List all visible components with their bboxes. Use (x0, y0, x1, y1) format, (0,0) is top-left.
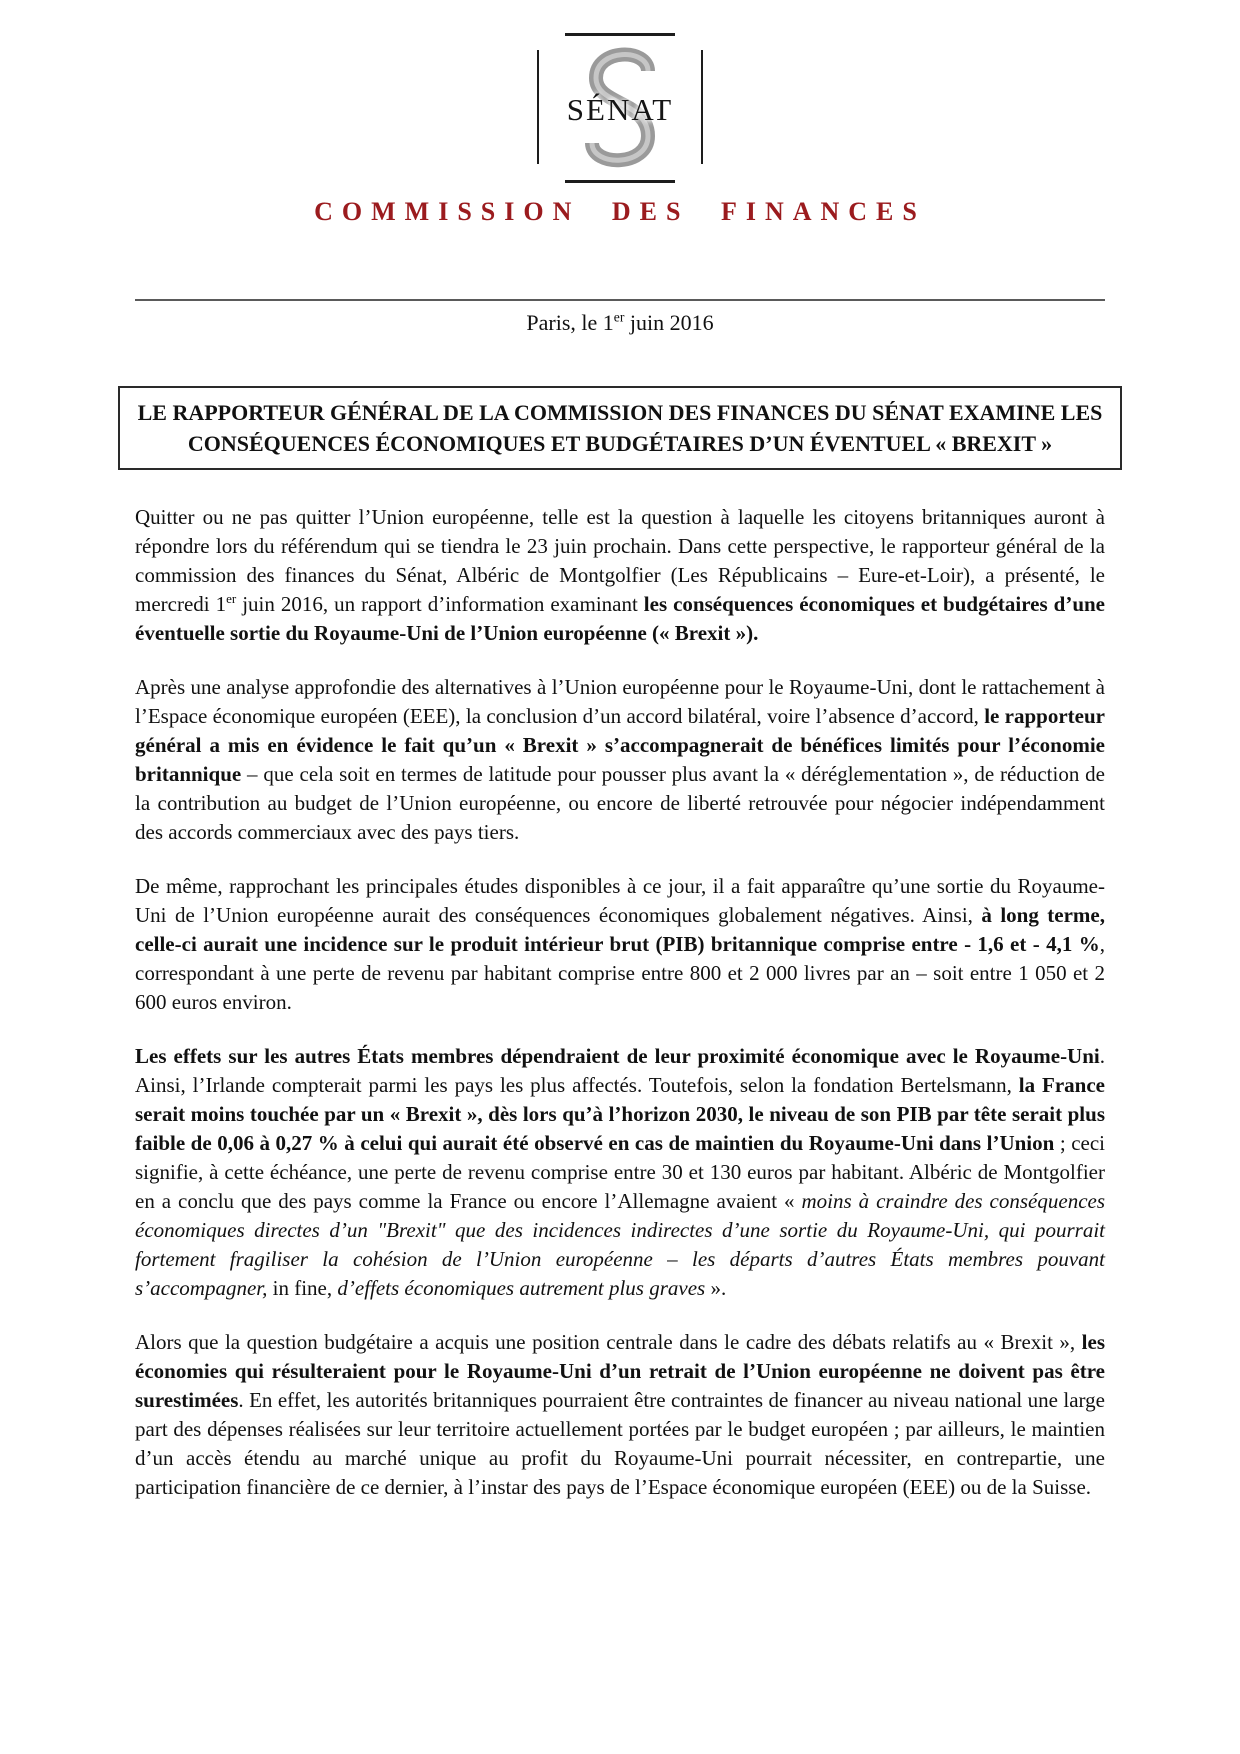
headline-line1: LE RAPPORTEUR GÉNÉRAL DE LA COMMISSION DES FINANCES DU SÉNAT EXAMINE LES (137, 400, 1103, 425)
text-run: Les effets sur les autres États membres dépendraient de leur proximité économique avec le Royaume-Uni (135, 1044, 1100, 1068)
logo-right-line (701, 50, 703, 164)
text-run: Alors que la question budgétaire a acquis une position centrale dans le cadre des débats relatifs au « Brexit », (135, 1330, 1082, 1354)
dateline-superscript: er (613, 309, 625, 325)
text-run: d’effets économiques autrement plus graves (337, 1276, 706, 1300)
text-run: , correspondant à une perte de revenu par habitant comprise entre 800 et 2 000 livres par an – soit entre 1 050 et 2 600 euros environ. (135, 932, 1105, 1014)
senat-wordmark: SÉNAT (566, 92, 674, 127)
text-run: le rapporteur général a mis en évidence le fait qu’un « Brexit » s’accompagnerait de bénéfices limités pour l’économie britannique (135, 704, 1105, 786)
logo-left-line (537, 50, 539, 164)
body-text (135, 503, 1105, 1502)
paragraph-2 (135, 673, 1105, 847)
paragraph-5 (135, 1328, 1105, 1502)
logo-emblem (545, 36, 695, 180)
text-run: . Ainsi, l’Irlande compterait parmi les pays les plus affectés. Toutefois, selon la fondation Bertelsmann, (135, 1044, 1105, 1097)
dateline-prefix: Paris, le 1 (526, 310, 614, 335)
text-run: – que cela soit en termes de latitude pour pousser plus avant la « déréglementation », de réduction de la contribution au budget de l’Union européenne, ou encore de liberté retrouvée pour négocier indépendamment des accords commerciaux avec des pays tiers. (135, 762, 1105, 844)
text-run: ; ceci signifie, à cette échéance, une perte de revenu comprise entre 30 et 130 euros par habitant. Albéric de Montgolfier en a conclu que des pays comme la France ou encore l’Allemagne avaient « (135, 1131, 1105, 1213)
text-run: moins à craindre des conséquences économiques directes d’un "Brexit" que des incidences indirectes d’une sortie du Royaume-Uni, qui pourrait fortement fragiliser la cohésion de l’Union européenne – les départs d’autres États membres pouvant s’accompagner, (135, 1189, 1106, 1300)
text-run: les économies qui résulteraient pour le Royaume-Uni d’un retrait de l’Union européenne ne doivent pas être surestimées (135, 1330, 1105, 1412)
text-run: la France serait moins touchée par un « Brexit », dès lors qu’à l’horizon 2030, le niveau de son PIB par tête serait plus faible de 0,06 à 0,27 % à celui qui aurait été observé en cas de maintien du Royaume-Uni dans l’Union (135, 1073, 1105, 1155)
paragraph-1 (135, 503, 1105, 648)
senat-logo (545, 33, 695, 183)
org-title: COMMISSION DES FINANCES (314, 197, 926, 226)
text-run: er (226, 591, 237, 606)
text-run: De même, rapprochant les principales études disponibles à ce jour, il a fait apparaître qu’une sortie du Royaume-Uni de l’Union européenne aurait des conséquences économiques globalement négatives. Ainsi, (135, 874, 1105, 927)
dateline-suffix: juin 2016 (624, 310, 714, 335)
headline-line2: CONSÉQUENCES ÉCONOMIQUES ET BUDGÉTAIRES D’UN ÉVENTUEL « BREXIT » (187, 431, 1053, 456)
divider-line (135, 299, 1105, 301)
text-run: à long terme, celle-ci aurait une incidence sur le produit intérieur brut (PIB) britannique comprise entre - 1,6 et - 4,1 % (135, 903, 1105, 956)
dateline (0, 310, 1240, 336)
text-run: in fine, (267, 1276, 338, 1300)
text-run: ». (705, 1276, 727, 1300)
text-run: les conséquences économiques et budgétaires d’une éventuelle sortie du Royaume-Uni de l’Union européenne (« Brexit »). (135, 592, 1105, 645)
logo-bottom-bar (565, 180, 675, 183)
paragraph-3 (135, 872, 1105, 1017)
paragraph-4 (135, 1042, 1105, 1303)
headline-box (118, 386, 1122, 470)
text-run: Quitter ou ne pas quitter l’Union européenne, telle est la question à laquelle les citoyens britanniques auront à répondre lors du référendum qui se tiendra le 23 juin prochain. Dans cette perspective, le rapporteur général de la commission des finances du Sénat, Albéric de Montgolfier (Les Républicains – Eure-et-Loir), a présenté, le mercredi 1 (135, 505, 1105, 616)
text-run: . En effet, les autorités britanniques pourraient être contraintes de financer au niveau national une large part des dépenses réalisées sur leur territoire actuellement portées par le budget européen ; par ailleurs, le maintien d’un accès étendu au marché unique au profit du Royaume-Uni pourrait nécessiter, en contrepartie, une participation financière de ce dernier, à l’instar des pays de l’Espace économique européen (EEE) ou de la Suisse. (135, 1388, 1105, 1499)
text-run: Après une analyse approfondie des alternatives à l’Union européenne pour le Royaume-Uni, dont le rattachement à l’Espace économique européen (EEE), la conclusion d’un accord bilatéral, voire l’absence d’accord, (135, 675, 1105, 728)
text-run: juin 2016, un rapport d’information examinant (236, 592, 644, 616)
